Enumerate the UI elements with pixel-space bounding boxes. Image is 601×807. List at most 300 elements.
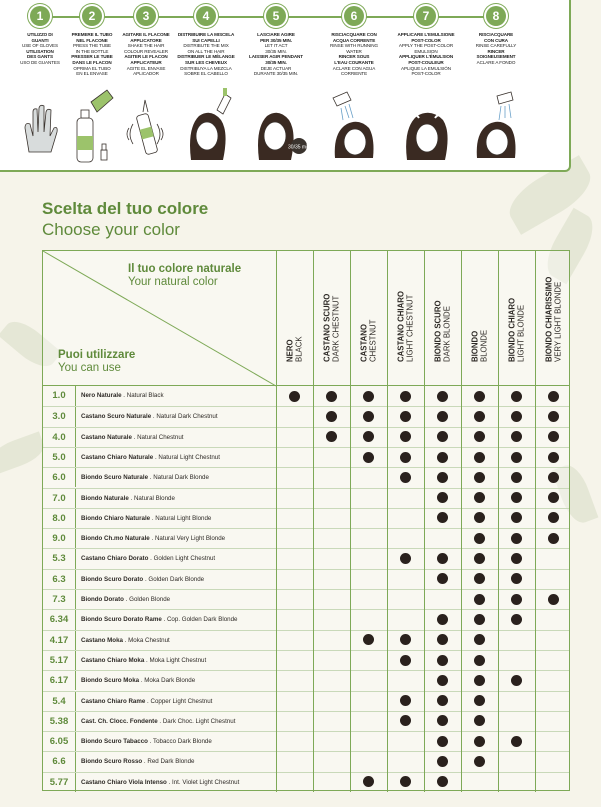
table-row [43,488,569,508]
step-line: POST-COLOR [411,71,441,77]
step-line: RINSE WITH RUNNING WATER [330,43,378,54]
step-line: 30/35 MIN. [265,48,287,54]
compatibility-dot [400,695,411,706]
step-line: DISTRIBUTE THE MIX [183,43,229,49]
shade-name-separator: . [148,555,154,563]
shade-name [81,732,212,751]
compatibility-dot [437,675,448,686]
step-line: APPLICATEUR [130,59,162,65]
step-line: ACLARE A FONDO [476,59,516,65]
shade-name-it: Biondo Scuro Dorato Rame [81,616,162,624]
shade-name-en: Natural Dark Blonde [153,474,209,482]
shade-name-it: Biondo Scuro Tabacco [81,738,148,746]
step-line: USO DE GUANTES [20,59,60,65]
column-header-dark-chestnut [313,251,350,385]
step-illustration-icon [63,88,121,164]
shade-name-en: Natural Black [126,392,164,399]
shade-name-separator: . [121,392,127,399]
compatibility-dot [511,675,522,686]
compatibility-dot [437,736,448,747]
step-line: NEL FLACONE [76,37,108,43]
compatibility-dot [474,411,485,422]
column-header-text [545,276,562,361]
step-4 [175,0,237,172]
shade-code: 8.0 [43,509,76,528]
compatibility-dot [400,391,411,402]
column-rule [461,386,462,792]
step-line: GUANTI [31,37,49,43]
step-number-badge: 8 [486,6,506,26]
step-line: APPLICATORE [130,37,162,43]
section-title-english: Choose your color [42,220,180,239]
table-row [43,406,569,426]
compatibility-dot [474,472,485,483]
step-line: ACLARE CON AGUA CORRIENTE [332,65,376,77]
compatibility-dot [474,736,485,747]
shade-name [81,428,184,447]
shade-name-it: Biondo Chiaro Naturale [81,514,151,522]
compatibility-dot [400,655,411,666]
column-header-en: CHESTNUT [367,319,377,362]
compatibility-dot [511,391,522,402]
shade-name-en: Golden Light Chestnut [153,555,216,563]
step-line: APPLICARE L'EMULSIONE [397,32,455,37]
column-header-en: VERY LIGHT BLONDE [552,281,562,362]
compatibility-dot [474,492,485,503]
shade-name-en: Int. Violet Light Chestnut [172,778,240,786]
column-header-chestnut [350,251,387,385]
compatibility-dot [474,431,485,442]
shade-code: 7.0 [43,489,76,508]
shade-name-separator: . [149,535,155,543]
shade-name-it: Castano Scuro Naturale [81,413,152,421]
table-row [43,589,569,609]
step-line: LAISSER AGIR PENDANT [249,54,303,60]
shade-name [81,671,195,690]
step-line: DES GANTS [27,54,53,60]
step-line: USE OF GLOVES [22,43,58,49]
step-number-badge: 2 [82,6,102,26]
step-instructions [175,32,237,77]
compatibility-dot [474,675,485,686]
compatibility-dot [548,431,559,442]
shade-name-en: Tobacco Dark Blonde [152,738,212,746]
table-row [43,447,569,467]
column-header-it: BIONDO SCURO [433,300,443,362]
step-line: SOBRE EL CABELLO [184,71,228,77]
leaf-decoration [0,431,48,474]
step-line: RISCIACQUARE [478,32,514,37]
compatibility-dot [548,411,559,422]
compatibility-dot [437,472,448,483]
table-row [43,751,569,771]
compatibility-dot [474,756,485,767]
shade-code: 6.0 [43,468,76,487]
column-header-en: DARK BLONDE [441,305,451,362]
shade-name-en: Cop. Golden Dark Blonde [166,616,238,624]
shade-name-en: Moka Light Chestnut [149,656,207,664]
shade-name-it: Cast. Ch. Clocc. Fondente [81,717,158,725]
step-line: COLOUR REVEALER [124,48,168,54]
shade-name-separator: . [161,616,167,624]
step-number-badge: 6 [344,6,364,26]
shade-name-en: Moka Chestnut [128,636,170,644]
natural-color-label-en: Your natural color [128,276,218,288]
step-5 [245,0,310,172]
shade-name-en: Golden Blonde [129,596,171,603]
compatibility-dot [400,411,411,422]
compatibility-dot [548,391,559,402]
column-header-it: BIONDO [470,330,480,362]
step-line: SUR LES CHEVEUX [185,59,227,65]
table-row [43,711,569,731]
shade-name [81,529,225,548]
table-row [43,691,569,711]
column-rule [535,386,536,792]
shade-name-separator: . [150,514,156,522]
step-line: SHAKE THE HAIR [127,43,165,49]
timer-label: 30/35 min [288,144,310,151]
step-line: EMULSION [414,48,438,54]
column-rule [350,386,351,792]
step-number-badge: 5 [266,6,286,26]
shade-name-separator: . [145,697,151,705]
step-line: ON ALL THE HAIR [187,48,225,54]
shade-name [81,590,170,609]
shade-name-separator: . [166,778,173,786]
shade-code: 5.4 [43,692,76,711]
shade-code: 7.3 [43,590,76,609]
step-line: DURANTE 30/35 MIN. [253,71,299,77]
column-header-it: BIONDO CHIARO [507,297,517,362]
compatibility-dot [511,553,522,564]
table-row [43,630,569,650]
table-row [43,548,569,568]
shade-name-en: Natural Chestnut [137,433,184,441]
shade-name-separator: . [123,596,130,603]
shade-name [81,509,211,528]
shade-name-en: Natural Dark Chestnut [156,413,218,421]
shade-name-it: Biondo Scuro Dorato [81,575,144,583]
shade-code: 5.77 [43,773,76,792]
step-line: LASCIARE AGIRE [257,32,295,37]
step-line: 30/35 MIN. [265,59,287,65]
column-header-text [323,294,340,362]
shade-name-separator: . [139,677,145,685]
shade-name [81,631,170,650]
compatibility-dot [437,756,448,767]
step-instructions [395,32,457,77]
column-header-it: CASTANO CHIARO [396,290,406,362]
shade-name-en: Dark Choc. Light Chestnut [162,717,236,725]
step-illustration-icon [397,88,455,164]
table-row [43,772,569,792]
shade-code: 6.6 [43,752,76,771]
step-8 [465,0,527,172]
step-instructions [323,32,385,77]
shade-name-it: Castano Chiaro Naturale [81,453,154,461]
step-number-badge: 7 [416,6,436,26]
column-header-text [360,319,377,361]
shade-name-separator: . [122,636,129,644]
step-line: PRESS THE TUBE [73,43,111,49]
shade-name-it: Castano Chiaro Moka [81,656,145,664]
compatibility-dot [363,452,374,463]
step-line: OPRIMA EL TUBO [73,65,111,71]
compatibility-dot [363,634,374,645]
step-line: DEJE ACTUAR [260,65,292,71]
shade-name-it: Biondo Dorato [81,596,124,603]
you-can-use-label-en: You can use [58,362,121,374]
step-3 [115,0,177,172]
shade-name [81,692,212,711]
shade-name [81,468,209,487]
step-line: RINCER [487,48,505,54]
compatibility-dot [326,411,337,422]
column-header-en: DARK CHESTNUT [330,295,340,362]
shade-name [81,570,204,589]
shade-name-separator: . [128,494,134,502]
compatibility-dot [437,411,448,422]
compatibility-dot [511,452,522,463]
shade-name [81,651,206,670]
step-line: SUI CAPELLI [192,37,220,43]
compatibility-dot [437,634,448,645]
compatibility-dot [437,655,448,666]
step-number-badge: 3 [136,6,156,26]
shade-name-it: Castano Chiaro Dorato [81,555,149,563]
compatibility-dot [474,452,485,463]
column-header-it: CASTANO SCURO [322,293,332,362]
shade-name-separator: . [157,717,163,725]
step-line: APLIQUE LA EMULSIÓN [401,65,451,71]
step-line: AGITARE IL FLACONE [122,32,170,37]
shade-code: 5.17 [43,651,76,670]
column-header-text [508,298,525,362]
table-row [43,650,569,670]
step-line: PRESSER LE TUBE [71,54,113,60]
shade-name-it: Biondo Scuro Moka [81,677,140,685]
compatibility-dot [474,655,485,666]
step-line: PREMERE IL TUBO [71,32,113,37]
column-header-it: NERO [285,339,295,362]
compatibility-dot [437,695,448,706]
step-instructions [61,32,123,77]
step-illustration-icon [177,88,235,164]
table-row [43,427,569,447]
column-rule [498,386,499,792]
compatibility-dot [511,411,522,422]
column-header-very-light-blonde [535,251,572,385]
shade-code: 1.0 [43,386,76,406]
compatibility-dot [437,553,448,564]
shade-name-en: Natural Light Chestnut [158,453,220,461]
compatibility-dot [474,634,485,645]
step-line: POST-COLOR [411,37,441,43]
shade-name-separator: . [153,453,159,461]
step-number-badge: 4 [196,6,216,26]
shade-name [81,712,235,731]
compatibility-dot [326,431,337,442]
column-header-blonde [461,251,498,385]
column-header-black [276,251,313,385]
table-row [43,508,569,528]
shade-name [81,407,218,426]
column-header-text [434,300,451,362]
step-illustration-icon [247,88,310,164]
shade-name-en: Moka Dark Blonde [144,677,196,685]
compatibility-dot [511,594,522,605]
compatibility-dot [474,553,485,564]
step-line: UTILIZZO DI [27,32,53,37]
column-header-it: BIONDO CHIARISSIMO [544,276,554,362]
step-line: APLICADOR [133,71,159,77]
step-line: EN EL ENVASE [76,71,108,77]
step-line: LET IT ACT [264,43,288,49]
shade-name [81,752,195,771]
compatibility-dot [511,533,522,544]
step-line: RINCER SOUS [338,54,370,60]
shade-name-it: Biondo Scuro Naturale [81,474,149,482]
instruction-steps-panel [0,0,571,172]
shade-name-separator: . [148,474,154,482]
table-row [43,609,569,629]
compatibility-dot [511,736,522,747]
compatibility-dot [437,431,448,442]
step-line: CON CURA [484,37,508,43]
shade-code: 5.38 [43,712,76,731]
compatibility-dot [437,614,448,625]
compatibility-dot [363,391,374,402]
step-illustration-icon [325,88,383,164]
shade-name-en: Natural Very Light Blonde [154,535,226,543]
step-line: UTILISATION [26,48,54,54]
step-line: AGITER LE FLACON [124,54,168,60]
column-rule [387,386,388,792]
compatibility-dot [548,492,559,503]
shade-code: 6.05 [43,732,76,751]
natural-color-label-it: Il tuo colore naturale [128,263,242,275]
shade-code: 6.34 [43,610,76,629]
step-instructions [245,32,307,77]
you-can-use-label-it: Puoi utilizzare [58,349,136,361]
shade-name-it: Biondo Naturale [81,494,129,502]
step-line: IN THE BOTTLE [75,48,109,54]
step-line: POST-COULEUR [408,59,444,65]
column-header-it: CASTANO [359,323,369,362]
step-line: APPLY THE POST-COLOR [398,43,454,49]
shade-name-it: Castano Chiaro Viola Intenso [81,778,167,786]
compatibility-dot [474,695,485,706]
step-line: L'EAU COURANTE [334,59,374,65]
compatibility-dot [400,431,411,442]
step-line: DISTRIBUER LE MÉLANGE [177,54,235,60]
compatibility-dot [548,594,559,605]
compatibility-dot [548,533,559,544]
step-instructions [465,32,527,66]
shade-name-en: Copper Light Chestnut [150,697,213,705]
compatibility-dot [363,431,374,442]
shade-name-en: Red Dark Blonde [147,758,195,766]
shade-name [81,610,237,629]
compatibility-dot [437,492,448,503]
compatibility-dot [400,452,411,463]
step-line: PER 30/35 MIN. [260,37,292,43]
table-row [43,569,569,589]
step-line: RINSE CAREFULLY [475,43,517,49]
compatibility-dot [363,411,374,422]
table-row [43,528,569,548]
shade-name [81,773,239,792]
column-rule [276,386,277,792]
shade-name-it: Castano Naturale [81,433,132,441]
column-rule [424,386,425,792]
table-row [43,386,569,406]
section-title-italian: Scelta del tuo colore [42,199,209,218]
shade-code: 3.0 [43,407,76,426]
table-row [43,670,569,690]
shade-name-separator: . [151,413,157,421]
compatibility-dot [437,391,448,402]
shade-name-it: Castano Moka [81,636,123,644]
shade-code: 4.0 [43,428,76,447]
compatibility-dot [511,614,522,625]
step-number-badge: 1 [30,6,50,26]
shade-name [81,549,215,568]
column-header-text [397,291,414,362]
compatibility-dot [400,472,411,483]
compatibility-dot [548,472,559,483]
compatibility-dot [511,472,522,483]
shade-code: 6.3 [43,570,76,589]
compatibility-dot [400,634,411,645]
compatibility-dot [474,614,485,625]
compatibility-dot [474,594,485,605]
compatibility-dot [474,391,485,402]
color-choice-table [42,250,570,791]
shade-code: 5.3 [43,549,76,568]
table-row [43,731,569,751]
compatibility-dot [289,391,300,402]
shade-name-it: Nero Naturale [81,392,122,399]
compatibility-dot [437,452,448,463]
compatibility-dot [474,533,485,544]
shade-name-separator: . [142,758,148,766]
step-line: RISCIACQUARE CON [331,32,377,37]
step-line: DISTRIBUIRE LA MISCELA [177,32,235,37]
column-header-en: LIGHT BLONDE [515,304,525,362]
shade-name-en: Natural Light Blonde [155,514,212,522]
step-illustration-icon [117,88,175,164]
column-header-text [471,330,488,362]
step-line: DISTRIBUYA LA MEZCLA [180,65,232,71]
step-line: APPLIQUER L'ÉMULSION [398,54,454,60]
shade-name-separator: . [144,656,150,664]
step-line: SOIGNEUSEMENT [476,54,516,60]
shade-name-separator: . [131,433,138,441]
compatibility-dot [511,431,522,442]
column-header-dark-blonde [424,251,461,385]
shade-code: 5.0 [43,448,76,467]
shade-name [81,386,164,405]
column-header-text [286,336,303,362]
shade-name-en: Golden Dark Blonde [148,575,205,583]
compatibility-dot [548,452,559,463]
step-illustration-icon [467,88,525,164]
table-row [43,467,569,487]
shade-name-separator: . [143,575,149,583]
step-line: ACQUA CORRENTE [332,37,376,43]
